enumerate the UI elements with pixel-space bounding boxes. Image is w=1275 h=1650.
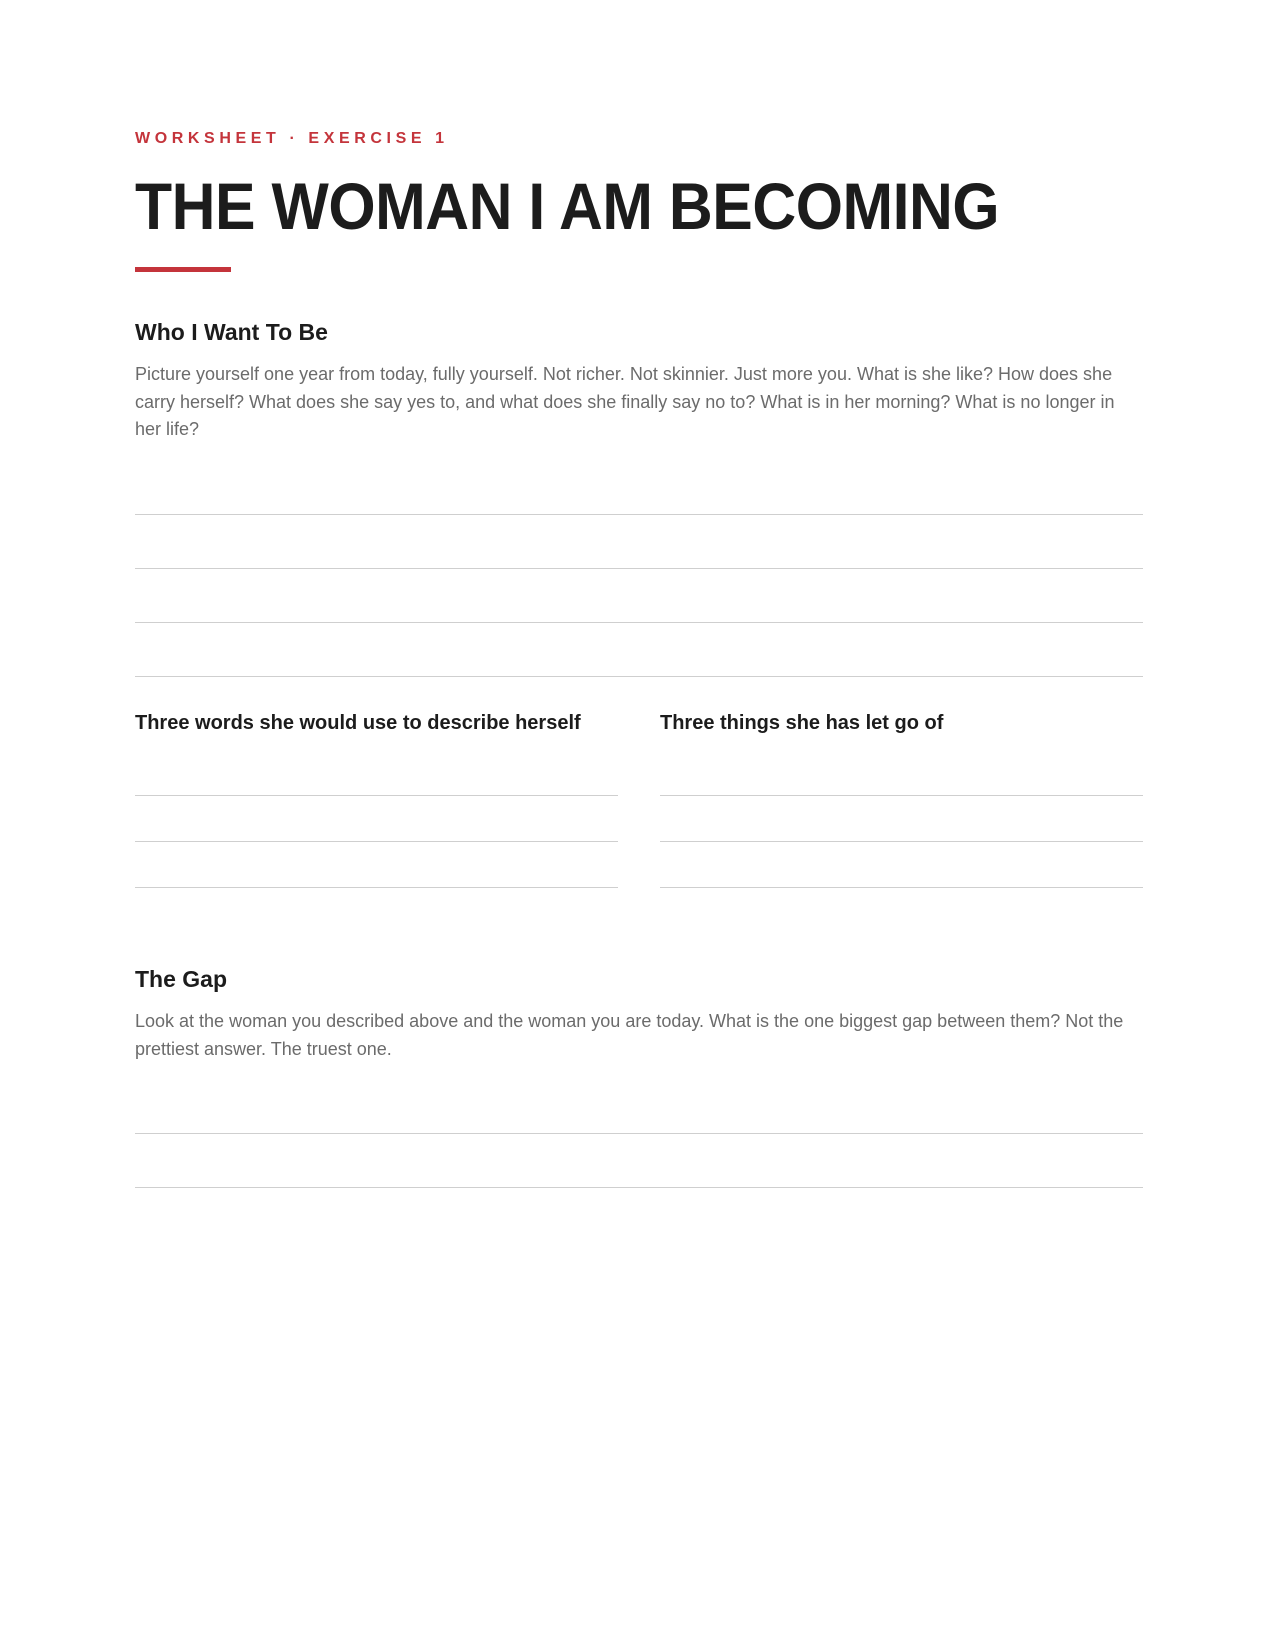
writing-line[interactable] xyxy=(135,1187,1143,1188)
writing-line[interactable] xyxy=(135,1133,1143,1134)
section-heading-who-i-want-to-be: Who I Want To Be xyxy=(135,319,328,345)
writing-line[interactable] xyxy=(135,676,1143,677)
column-heading-three-words: Three words she would use to describe herself xyxy=(135,712,581,734)
title-accent-bar xyxy=(135,267,231,272)
writing-line[interactable] xyxy=(135,514,1143,515)
section-prompt-the-gap: Look at the woman you described above and the woman you are today. What is the one biggest gap between them? Not the prettiest answer. The truest one. xyxy=(135,1011,1124,1059)
writing-line-left[interactable] xyxy=(135,887,618,888)
writing-line[interactable] xyxy=(135,568,1143,569)
writing-line-right[interactable] xyxy=(660,887,1143,888)
page-title: THE WOMAN I AM BECOMING xyxy=(135,169,1000,243)
section-heading-the-gap: The Gap xyxy=(135,966,228,992)
column-heading-three-things: Three things she has let go of xyxy=(660,712,944,734)
writing-line-right[interactable] xyxy=(660,841,1143,842)
writing-line-right[interactable] xyxy=(660,795,1143,796)
section-prompt-who-i-want-to-be: Picture yourself one year from today, fully yourself. Not richer. Not skinnier. Just more you. What is she like? How does she carry herself? What does she say yes to, and what does she finally say no to? What is in her morning? What is no longer in her life? xyxy=(135,364,1115,439)
worksheet-eyebrow: WORKSHEET · EXERCISE 1 xyxy=(135,130,449,147)
writing-line[interactable] xyxy=(135,622,1143,623)
writing-line-left[interactable] xyxy=(135,841,618,842)
writing-line-left[interactable] xyxy=(135,795,618,796)
